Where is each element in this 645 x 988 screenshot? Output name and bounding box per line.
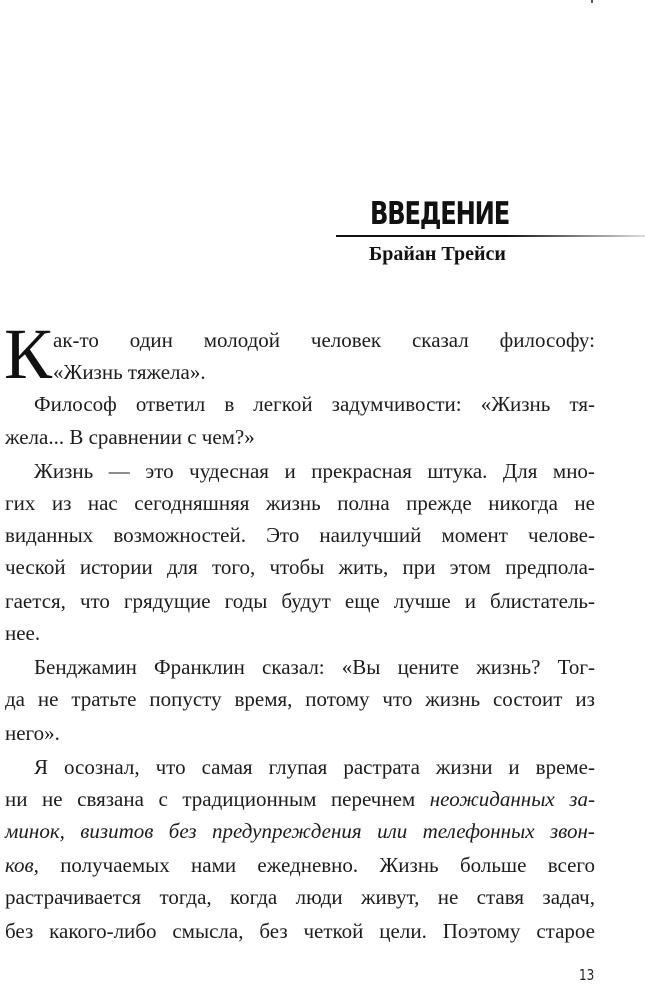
word: наилучший	[319, 523, 422, 547]
word: Поэтому	[442, 919, 521, 943]
word: Философ	[34, 392, 117, 416]
word: того,	[212, 555, 256, 579]
word: мно-	[552, 459, 595, 483]
word: цели.	[379, 919, 427, 943]
word: ответил	[135, 392, 206, 416]
word: лучше	[393, 589, 451, 613]
word: не	[574, 491, 595, 515]
word: больше	[459, 853, 527, 877]
word: или	[377, 819, 408, 843]
word: за-	[569, 787, 595, 811]
word: виданных	[5, 523, 94, 547]
word: из	[51, 491, 72, 515]
word: и	[464, 589, 477, 613]
page-number: 13	[579, 966, 595, 984]
word: цените	[397, 655, 460, 679]
word: Жизнь	[379, 853, 439, 877]
word: всего	[547, 853, 595, 877]
word: связана	[77, 787, 144, 811]
word: грядущие	[123, 589, 211, 613]
title-underline	[336, 235, 645, 237]
text-line	[34, 391, 595, 417]
word: старое	[536, 919, 595, 943]
word: време-	[535, 755, 595, 779]
word: в	[224, 392, 235, 416]
word: традиционным	[182, 787, 317, 811]
word: попусту	[149, 687, 222, 711]
word: неожиданных	[429, 787, 555, 811]
word: жить,	[338, 555, 389, 579]
drop-cap: К	[4, 314, 53, 394]
text-line: нее.	[5, 621, 41, 645]
word: растрата	[343, 755, 420, 779]
word: смысла,	[172, 919, 244, 943]
word: с	[158, 787, 168, 811]
word: потому	[305, 687, 370, 711]
word: тратьте	[71, 687, 137, 711]
word: Жизнь	[34, 459, 94, 483]
word: четкой	[303, 919, 364, 943]
word: звон-	[549, 819, 595, 843]
word: когда	[230, 885, 278, 909]
word: получаемых	[60, 853, 170, 877]
word: челове-	[528, 523, 595, 547]
word: для	[166, 555, 198, 579]
word: штука.	[427, 459, 488, 483]
word: время,	[234, 687, 293, 711]
text-line	[5, 686, 595, 712]
word: один	[129, 328, 173, 352]
word: гается,	[5, 589, 66, 613]
text-line	[5, 588, 595, 614]
word: перечнем	[330, 787, 416, 811]
word: «Жизнь	[480, 392, 551, 416]
text-line	[53, 327, 595, 353]
word: задумчивости:	[331, 392, 462, 416]
word: прекрасная	[311, 459, 412, 483]
word: и	[284, 459, 296, 483]
word: люди	[295, 885, 343, 909]
word: философу:	[499, 328, 595, 352]
word: истории	[79, 555, 153, 579]
word: ежедневно.	[257, 853, 359, 877]
word: сегодняшняя	[134, 491, 250, 515]
word: Это	[266, 523, 300, 547]
text-line	[5, 522, 595, 548]
word: тя-	[569, 392, 595, 416]
text-line	[5, 490, 595, 516]
word: Франклин	[154, 655, 245, 679]
text-line-mixed	[5, 852, 595, 878]
word: минок,	[5, 819, 65, 843]
word: что	[155, 755, 186, 779]
word: без	[259, 919, 288, 943]
word: что	[382, 687, 413, 711]
corner-mark	[591, 0, 593, 3]
word: визитов	[80, 819, 154, 843]
word: чтобы	[269, 555, 325, 579]
text-line-mixed	[5, 786, 595, 812]
word: жизнь	[265, 491, 321, 515]
word: сказал:	[262, 655, 325, 679]
word: живут,	[361, 885, 420, 909]
word: годы	[224, 589, 268, 613]
text-line: «Жизнь тяжела».	[53, 360, 206, 384]
word: ни	[5, 787, 28, 811]
text-line	[5, 918, 595, 944]
text-line	[5, 884, 595, 910]
word: чудесная	[189, 459, 269, 483]
word: предпола-	[505, 555, 595, 579]
text-line: жела... В сравнении с чем?»	[5, 425, 255, 449]
word: без	[5, 919, 34, 943]
word: и	[508, 755, 520, 779]
word: ак-то	[53, 328, 99, 352]
word: задач,	[542, 885, 595, 909]
word: без	[168, 819, 197, 843]
word: жизни	[435, 755, 493, 779]
word: сказал	[411, 328, 469, 352]
word: нами	[191, 853, 237, 877]
word: не	[42, 787, 63, 811]
word: это	[145, 459, 174, 483]
chapter-title: ВВЕДЕНИЕ	[370, 196, 510, 232]
word: Для	[502, 459, 538, 483]
word: жизнь?	[476, 655, 541, 679]
word: легкой	[253, 392, 313, 416]
word: жизнь	[425, 687, 481, 711]
word: какого-либо	[49, 919, 157, 943]
word: тогда,	[159, 885, 212, 909]
word: возможностей.	[113, 523, 246, 547]
word: Бенджамин	[34, 655, 137, 679]
chapter-author: Брайан Трейси	[369, 243, 506, 265]
word: ческой	[5, 555, 66, 579]
word: человек	[310, 328, 382, 352]
text-line	[34, 458, 595, 484]
word: ков,	[5, 853, 39, 877]
text-line	[34, 754, 595, 780]
word: да	[5, 687, 26, 711]
word: при	[402, 555, 436, 579]
word: Тог-	[557, 655, 595, 679]
word: нас	[87, 491, 118, 515]
word: еще	[344, 589, 380, 613]
word: из	[575, 687, 595, 711]
word: —	[108, 459, 130, 483]
word: что	[79, 589, 110, 613]
text-line	[5, 554, 595, 580]
word: будут	[281, 589, 331, 613]
text-line	[5, 818, 595, 844]
word: самая	[201, 755, 253, 779]
word: Я	[34, 755, 49, 779]
word: осознал,	[64, 755, 140, 779]
word: телефонных	[422, 819, 535, 843]
word: никогда	[488, 491, 558, 515]
word: ставя	[476, 885, 525, 909]
word: прежде	[406, 491, 472, 515]
word: полна	[337, 491, 390, 515]
word: состоит	[492, 687, 563, 711]
text-line: него».	[5, 721, 60, 745]
word: «Вы	[341, 655, 381, 679]
word: не	[37, 687, 59, 711]
word: глупая	[268, 755, 328, 779]
word: растрачивается	[5, 885, 142, 909]
word: не	[437, 885, 459, 909]
word: блистатель-	[490, 589, 595, 613]
word: момент	[441, 523, 508, 547]
word: этом	[449, 555, 491, 579]
word: предупреждения	[211, 819, 362, 843]
word: гих	[5, 491, 36, 515]
text-line	[34, 654, 595, 680]
word: молодой	[203, 328, 281, 352]
